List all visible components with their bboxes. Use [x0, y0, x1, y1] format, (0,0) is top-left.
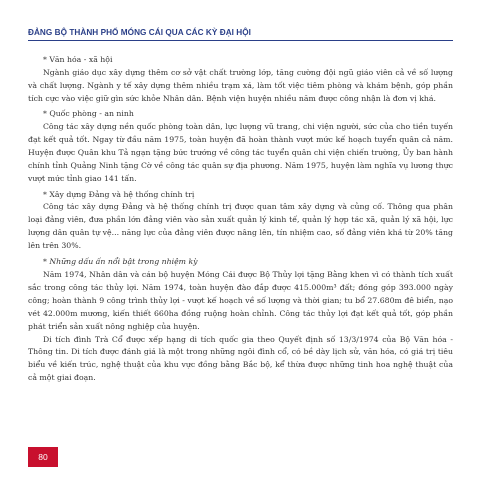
section-heading-party-building: * Xây dựng Đảng và hệ thống chính trị — [43, 189, 195, 199]
paragraph-highlights-relic: Di tích đình Trà Cổ được xếp hạng di tích quốc gia theo Quyết định số 13/3/1974 của Bộ Văn hóa - Thông tin. Di tích được đánh giá là một trong những ngôi đình cổ, có bề dày lịch sử, văn hóa, có giá trị tiêu biểu về kiến trúc, nghệ thuật của khu vực đồng bằng Bắc bộ, kể thừa được những tinh hoa nghệ thuật của cả một giai đoạn. — [28, 334, 453, 383]
running-header: ĐẢNG BỘ THÀNH PHỐ MÓNG CÁI QUA CÁC KỲ ĐẠI HỘI — [28, 28, 252, 37]
paragraph-defense: Công tác xây dựng nền quốc phòng toàn dân, lực lượng vũ trang, chi viện người, sức của cho tiền tuyến đạt kết quả tốt. Ngay từ đầu năm 1975, toàn huyện đã hoàn thành vượt mức kế hoạch tuyển quân cả năm. Huyện được Quân khu Tả ngạn tặng bức trướng về công tác tuyển quân chi viện chiến trường, Ủy ban hành chính tỉnh Quảng Ninh tặng Cờ về công tác quân sự địa phương. Năm 1975, huyện làm nghĩa vụ lương thực vượt mức tỉnh giao 141 tấn. — [28, 122, 453, 184]
header-divider — [28, 40, 453, 41]
paragraph-culture: Ngành giáo dục xây dựng thêm cơ sở vật chất trường lớp, tăng cường đội ngũ giáo viên cả về số lượng và chất lượng. Ngành y tế xây dựng thêm nhiều trạm xá, làm tốt việc tiêm phòng và khám bệnh, góp phần tích cực vào việc giữ gìn sức khỏe Nhân dân. Bệnh viện huyện nhiều năm được công nhận là đơn vị khá. — [28, 67, 453, 103]
page-number: 80 — [28, 447, 58, 467]
paragraph-highlights-irrigation: Năm 1974, Nhân dân và cán bộ huyện Móng Cái được Bộ Thủy lợi tặng Bằng khen vì có thành tích xuất sắc trong công tác thủy lợi. Năm 1974, toàn huyện đào đắp được 415.000m³ đất; đóng góp 393.000 ngày công; hoàn thành 9 công trình thủy lợi - vượt kế hoạch về số lượng và thời gian; tu bổ 27.680m đê biển, nạo vét 42.000m mương, kiến thiết 660ha đồng ruộng hoàn chỉnh. Công tác thủy lợi đạt kết quả tốt, góp phần phát triển sản xuất nông nghiệp của huyện. — [28, 269, 453, 331]
section-heading-defense: * Quốc phòng - an ninh — [43, 109, 134, 119]
section-heading-highlights: * Những dấu ấn nổi bật trong nhiệm kỳ — [43, 256, 198, 266]
paragraph-party-building: Công tác xây dựng Đảng và hệ thống chính trị được quan tâm xây dựng và củng cố. Thông qua phân loại đảng viên, đưa phần lớn đảng viên vào sản xuất quản lý kinh tế, quản lý hợp tác xã, quản lý xã hội, lực lượng dân quân tự vệ... năng lực của đảng viên được nâng lên, tín nhiệm cao, số đảng viên khá từ 20% tăng lên trên 30%. — [28, 202, 453, 251]
section-heading-culture: * Văn hóa - xã hội — [43, 55, 113, 64]
page-content — [28, 54, 453, 385]
